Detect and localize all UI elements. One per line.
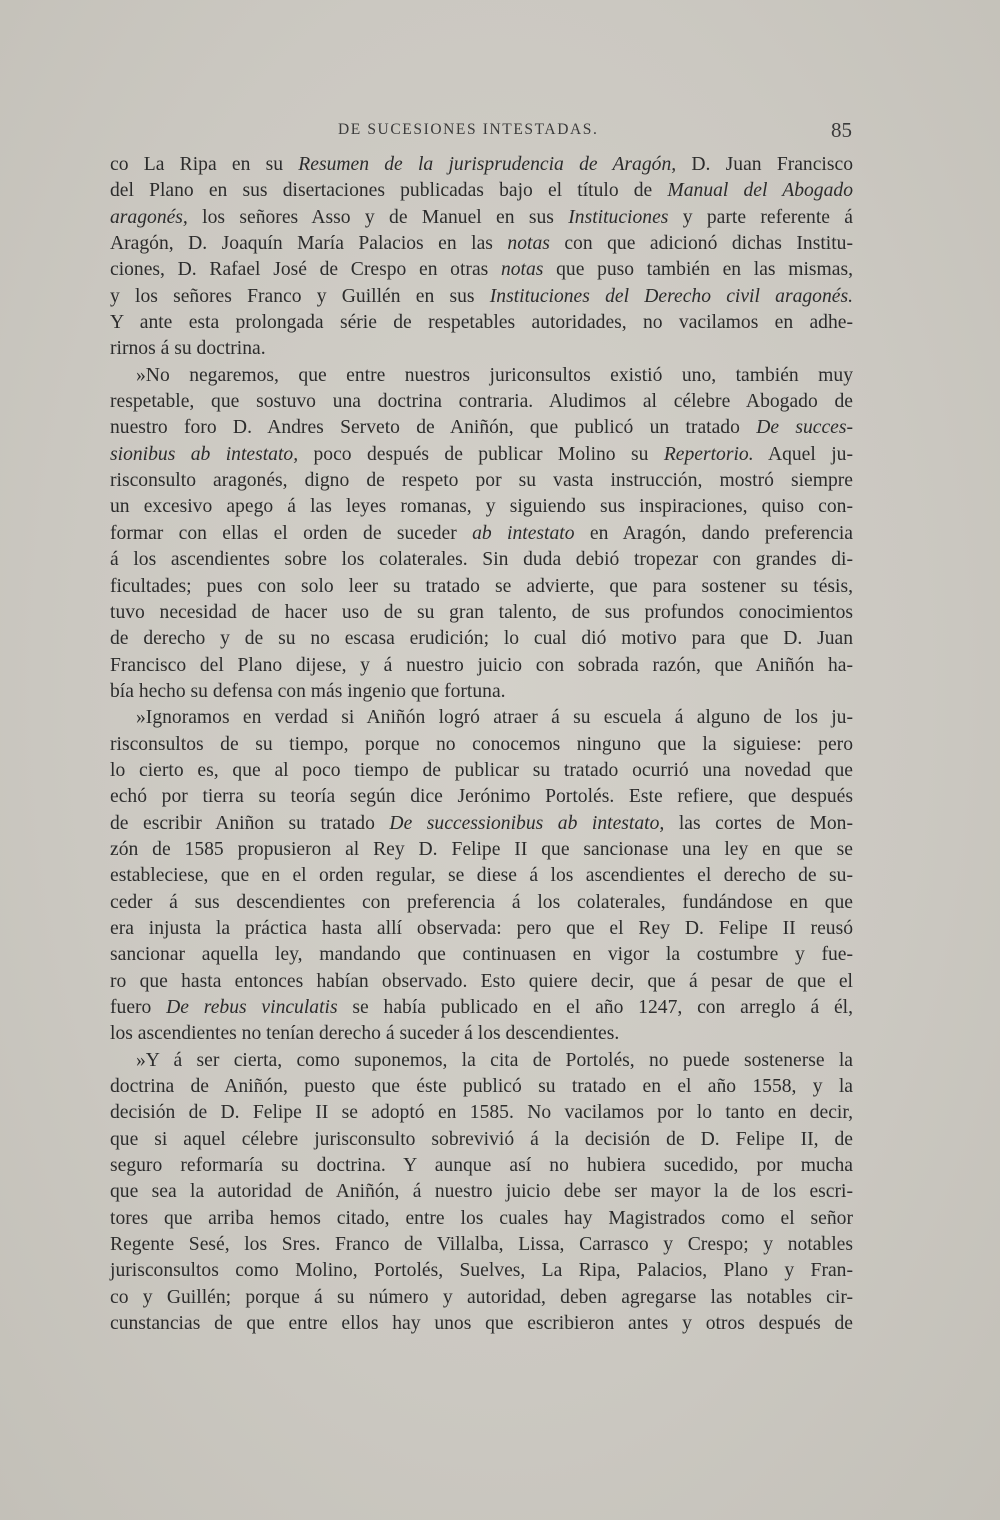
text-segment: risconsulto aragonés, digno de respeto por su vasta instrucción, mostró siempre: [110, 470, 853, 492]
text-line: [110, 653, 853, 679]
text-segment: risconsultos de su tiempo, porque no conocemos ninguno que la siguiese: pero: [110, 733, 853, 755]
text-line: [110, 257, 853, 283]
text-segment: era injusta la práctica hasta allí observada: pero que el Rey D. Felipe II reusó: [110, 917, 853, 939]
text-segment: en Aragón, dando preferencia: [574, 522, 853, 544]
text-line: [110, 1206, 853, 1232]
italic-text: De succes-: [756, 417, 853, 439]
text-segment: y los señores Franco y Guillén en sus: [110, 285, 490, 307]
text-segment: Aragón, D. Joaquín María Palacios en las: [110, 233, 508, 255]
text-segment: con que adicionó dichas Institu-: [549, 233, 854, 255]
text-segment: »Ignoramos en verdad si Aniñón logró atraer á su escuela á alguno de los ju-: [136, 707, 853, 729]
text-segment: ro que hasta entonces habían observado. Esto quiere decir, que á pesar de que el: [110, 970, 853, 992]
text-segment: »Y á ser cierta, como suponemos, la cita de Portolés, no puede sostenerse la: [136, 1049, 853, 1071]
text-segment: un excesivo apego á las leyes romanas, y siguiendo sus inspiraciones, quiso con-: [110, 496, 853, 518]
text-segment: formar con ellas el orden de suceder: [110, 522, 473, 544]
text-line: [110, 969, 853, 995]
text-segment: Aquel ju-: [753, 443, 853, 465]
text-segment: ficultades; pues con solo leer su tratado se advierte, que para sostener su tésis,: [110, 575, 853, 597]
text-segment: del Plano en sus disertaciones publicadas bajo el título de: [110, 180, 668, 202]
text-segment: co y Guillén; porque á su número y autoridad, deben agregarse las notables cir-: [110, 1286, 853, 1308]
text-line: [110, 468, 853, 494]
text-line: [110, 995, 853, 1021]
italic-text: Manual del Abogado: [667, 180, 853, 202]
text-segment: á los ascendientes sobre los colaterales. Sin duda debió tropezar con grandes di-: [110, 549, 853, 571]
text-segment: cunstancias de que entre ellos hay unos que escribieron antes y otros después de: [110, 1313, 853, 1335]
text-line: [110, 415, 853, 441]
text-segment: zón de 1585 propusieron al Rey D. Felipe II que sancionase una ley en que se: [110, 838, 853, 860]
text-segment: nuestro foro D. Andres Serveto de Aniñón, que publicó un tratado: [110, 417, 757, 439]
text-segment: que sea la autoridad de Aniñón, á nuestro juicio debe ser mayor la de los escri-: [110, 1181, 853, 1203]
text-segment: poco después de publicar Molino su: [298, 443, 664, 465]
text-segment: echó por tierra su teoría según dice Jerónimo Portolés. Este refiere, que después: [110, 786, 853, 808]
text-segment: Francisco del Plano dijese, y á nuestro juicio con sobrada razón, que Aniñón ha-: [110, 654, 853, 676]
text-segment: doctrina de Aniñón, puesto que éste publicó su tratado en el año 1558, y la: [110, 1076, 853, 1098]
text-line: [110, 574, 853, 600]
text-segment: »No negaremos, que entre nuestros juriconsultos existió uno, también muy: [136, 364, 853, 386]
text-line: [110, 336, 853, 362]
text-line: [110, 310, 853, 336]
text-segment: que si aquel célebre jurisconsulto sobrevivió á la decisión de D. Felipe II, de: [110, 1128, 853, 1150]
text-line: [110, 1232, 853, 1258]
text-line: [110, 916, 853, 942]
text-segment: de escribir Aniñon su tratado: [110, 812, 390, 834]
text-line: [110, 1153, 853, 1179]
italic-text: Instituciones del Derecho civil aragonés.: [489, 285, 853, 307]
text-line: [110, 784, 853, 810]
text-line: [110, 1179, 853, 1205]
text-line: [110, 1258, 853, 1284]
text-segment: D. Juan Francisco: [676, 154, 853, 175]
text-segment: tores que arriba hemos citado, entre los cuales hay Magistrados como el señor: [110, 1207, 853, 1229]
text-segment: bía hecho su defensa con más ingenio que fortuna.: [110, 680, 506, 702]
text-line: [110, 1048, 853, 1074]
text-segment: sancionar aquella ley, mandando que continuasen en vigor la costumbre y fue-: [110, 944, 853, 966]
text-line: [110, 205, 853, 231]
body-text: [110, 152, 853, 1337]
text-segment: ciones, D. Rafael José de Crespo en otras: [110, 259, 501, 281]
text-segment: los señores Asso y de Manuel en sus: [187, 206, 569, 228]
page-header: [108, 118, 854, 147]
text-segment: Y ante esta prolongada série de respetables autoridades, no vacilamos en adhe-: [110, 312, 853, 334]
italic-text: Resumen de la jurisprudencia de Aragón,: [298, 154, 677, 175]
text-line: [110, 389, 853, 415]
text-line: [110, 732, 853, 758]
text-line: [110, 890, 853, 916]
text-segment: ceder á sus descendientes con preferencia á los colaterales, fundándose en que: [110, 891, 853, 913]
text-segment: de derecho y de su no escasa erudición; lo cual dió motivo para que D. Juan: [110, 628, 853, 650]
italic-text: notas: [500, 259, 544, 281]
page-number: 85: [831, 118, 852, 142]
text-line: [110, 1285, 853, 1311]
text-line: [110, 626, 853, 652]
text-line: [110, 863, 853, 889]
text-line: [110, 679, 853, 705]
text-segment: seguro reformaría su doctrina. Y aunque así no hubiera sucedido, por mucha: [110, 1155, 853, 1177]
italic-text: sionibus ab intestato,: [110, 443, 299, 465]
text-segment: fuero: [110, 997, 167, 1018]
italic-text: Instituciones: [568, 206, 669, 228]
italic-text: Repertorio.: [663, 443, 754, 465]
text-segment: y parte referente á: [668, 206, 853, 228]
text-segment: co La Ripa en su: [110, 154, 299, 175]
text-line: [110, 942, 853, 968]
text-line: [110, 600, 853, 626]
text-segment: jurisconsultos como Molino, Portolés, Suelves, La Ripa, Palacios, Plano y Fran-: [110, 1260, 853, 1282]
text-line: [110, 521, 853, 547]
text-line: [110, 758, 853, 784]
running-head: DE SUCESIONES INTESTADAS.: [338, 121, 599, 138]
text-line: [110, 1100, 853, 1126]
text-segment: Regente Sesé, los Sres. Franco de Villalba, Lissa, Carrasco y Crespo; y notables: [110, 1234, 853, 1256]
italic-text: De successionibus ab intestato,: [389, 812, 665, 834]
text-line: [110, 1021, 853, 1047]
text-line: [110, 284, 853, 310]
text-line: [110, 231, 853, 257]
text-line: [110, 1074, 853, 1100]
text-line: [110, 1127, 853, 1153]
italic-text: aragonés,: [110, 206, 188, 228]
text-line: [110, 442, 853, 468]
text-line: [110, 837, 853, 863]
text-segment: las cortes de Mon-: [664, 812, 853, 834]
text-segment: tuvo necesidad de hacer uso de su gran talento, de sus profundos conocimientos: [110, 601, 853, 623]
text-segment: estableciese, que en el orden regular, se diese á los ascendientes el derecho de su-: [110, 865, 853, 887]
italic-text: notas: [507, 233, 550, 255]
text-segment: lo cierto es, que al poco tiempo de publicar su tratado ocurrió una novedad que: [110, 759, 853, 781]
text-segment: decisión de D. Felipe II se adoptó en 1585. No vacilamos por lo tanto en decir,: [110, 1102, 853, 1124]
text-line: [110, 705, 853, 731]
italic-text: ab intestato: [472, 522, 575, 544]
text-line: [110, 178, 853, 204]
text-segment: se había publicado en el año 1247, con arreglo á él,: [337, 997, 853, 1018]
text-segment: respetable, que sostuvo una doctrina contraria. Aludimos al célebre Abogado de: [110, 391, 853, 413]
text-segment: los ascendientes no tenían derecho á suceder á los descendientes.: [110, 1023, 620, 1045]
text-segment: rirnos á su doctrina.: [110, 338, 266, 360]
text-line: [110, 363, 853, 389]
italic-text: De rebus vinculatis: [166, 997, 338, 1018]
text-line: [110, 494, 853, 520]
text-line: [110, 811, 853, 837]
text-line: [110, 1311, 853, 1337]
text-line: [110, 547, 853, 573]
text-segment: que puso también en las mismas,: [543, 259, 853, 281]
text-line: [110, 152, 853, 178]
